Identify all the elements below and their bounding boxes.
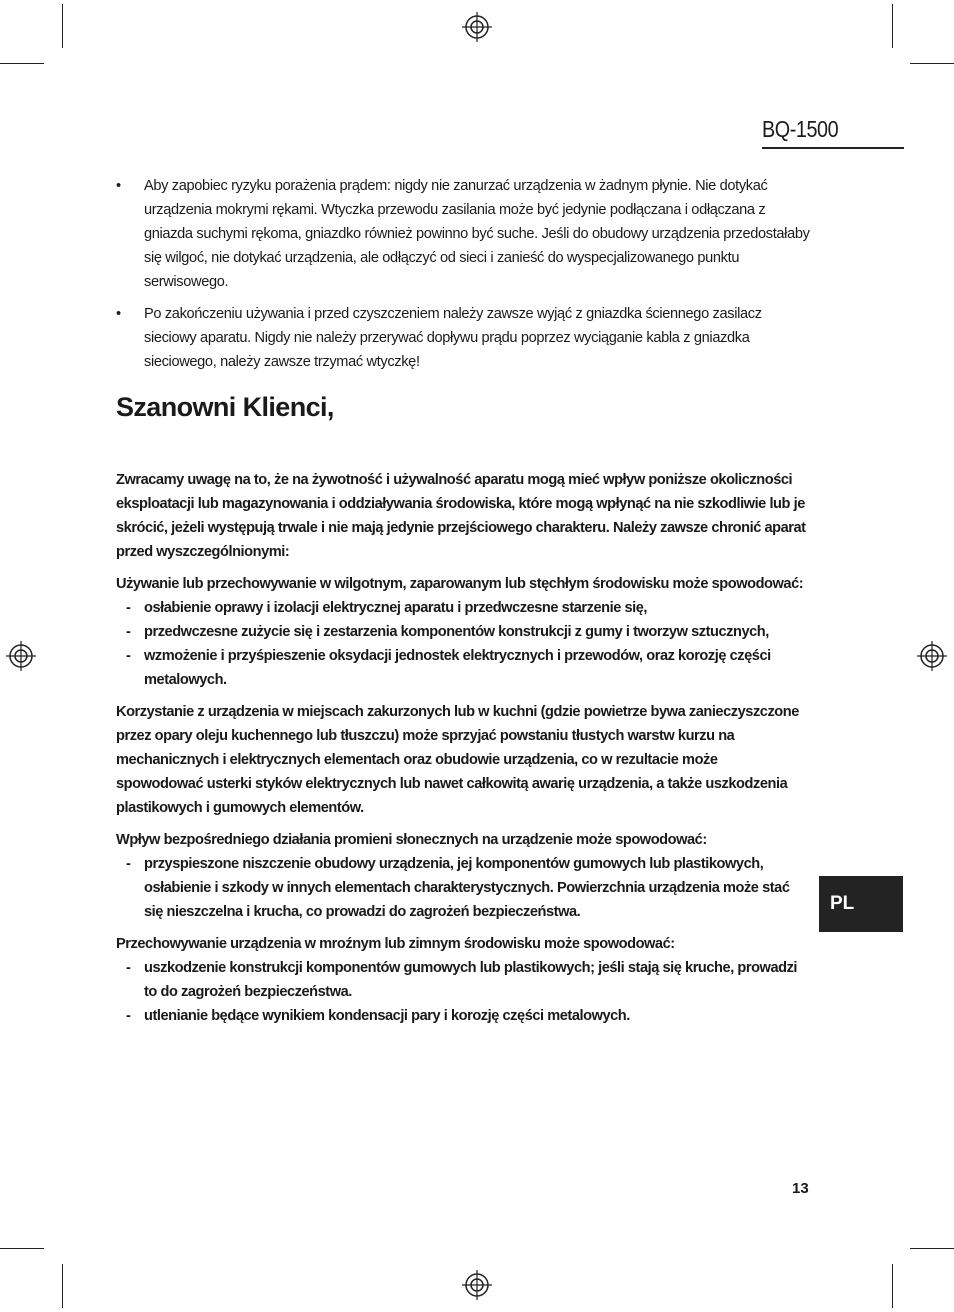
crop-mark bbox=[910, 1248, 954, 1249]
list-item-text: przedwczesne zużycie się i zestarzenia komponentów konstrukcji z gumy i tworzyw sztucznych, bbox=[144, 624, 769, 640]
dash: - bbox=[126, 856, 131, 872]
safety-item bbox=[116, 302, 816, 374]
crop-mark bbox=[910, 63, 954, 64]
list-item-text: utlenianie będące wynikiem kondensacji pary i korozję części metalowych. bbox=[144, 1008, 630, 1024]
page-number: 13 bbox=[792, 1180, 809, 1197]
cold-list bbox=[116, 956, 806, 1028]
crop-mark bbox=[62, 4, 63, 48]
safety-item-text: Po zakończeniu używania i przed czyszczeniem należy zawsze wyjąć z gniazdka ściennego zasilacz sieciowy aparatu. Nigdy nie należy przerywać dopływu prądu poprzez wyciąganie kabla z gniazdka sieciowego, należy zawsze trzymać wtyczkę! bbox=[144, 306, 762, 370]
list-item bbox=[116, 852, 806, 924]
sun-list bbox=[116, 852, 806, 924]
registration-mark-icon bbox=[462, 12, 492, 42]
crop-mark bbox=[892, 4, 893, 48]
bullet: • bbox=[116, 306, 121, 322]
crop-mark bbox=[62, 1264, 63, 1308]
dust-paragraph: Korzystanie z urządzenia w miejscach zakurzonych lub w kuchni (gdzie powietrze bywa zanieczyszczone przez opary oleju kuchennego lub tłuszczu) może sprzyjać powstaniu tłustych warstw kurzu na mechanicznych i elektrycznych elementach oraz obudowie urządzenia, co w rezultacie może spowodować usterki styków elektrycznych lub nawet całkowitą awarię urządzenia, a także uszkodzenia plastikowych i gumowych elementów. bbox=[116, 704, 799, 816]
dash: - bbox=[126, 624, 131, 640]
dash: - bbox=[126, 648, 131, 664]
registration-mark-icon bbox=[462, 1270, 492, 1300]
dash: - bbox=[126, 960, 131, 976]
list-item bbox=[116, 956, 806, 1004]
safety-item bbox=[116, 174, 816, 294]
header-rule bbox=[762, 147, 904, 149]
safety-list bbox=[116, 174, 816, 382]
main-content bbox=[116, 468, 806, 1036]
crop-mark bbox=[892, 1264, 893, 1308]
bullet: • bbox=[116, 178, 121, 194]
language-tab: PL bbox=[819, 876, 903, 932]
dash: - bbox=[126, 600, 131, 616]
humid-lead: Używanie lub przechowywanie w wilgotnym, zaparowanym lub stęchłym środowisku może spowodować: bbox=[116, 576, 804, 592]
list-item bbox=[116, 596, 806, 620]
dash: - bbox=[126, 1008, 131, 1024]
list-item bbox=[116, 1004, 806, 1028]
intro-paragraph: Zwracamy uwagę na to, że na żywotność i używalność aparatu mogą mieć wpływ poniższe okoliczności eksploatacji lub magazynowania i oddziaływania środowiska, które mogą wpłynąć na nie szkodliwie lub je skrócić, jeżeli występują trwale i nie mają jedynie przejściowego charakteru. Należy zawsze chronić aparat przed wyszczególnionymi: bbox=[116, 472, 806, 560]
section-heading: Szanowni Klienci, bbox=[116, 392, 334, 422]
list-item-text: osłabienie oprawy i izolacji elektrycznej aparatu i przedwczesne starzenie się, bbox=[144, 600, 648, 616]
safety-item-text: Aby zapobiec ryzyku porażenia prądem: nigdy nie zanurzać urządzenia w żadnym płynie. Nie dotykać urządzenia mokrymi rękami. Wtyczka przewodu zasilania może być jedynie podłączana i odłączana z gniazda suchymi rękoma, gniazdko również powinno być suche. Jeśli do obudowy urządzenia przedostałaby się wilgoć, nie dotykać urządzenia, ale odłączyć od sieci i zanieść do wyspecjalizowanego punktu serwisowego. bbox=[144, 178, 810, 290]
cold-lead: Przechowywanie urządzenia w mroźnym lub zimnym środowisku może spowodować: bbox=[116, 936, 675, 952]
humid-list bbox=[116, 596, 806, 692]
list-item bbox=[116, 620, 806, 644]
list-item-text: przyspieszone niszczenie obudowy urządzenia, jej komponentów gumowych lub plastikowych, osłabienie i szkody w innych elementach charakterystycznych. Powierzchnia urządzenia może stać się nieszczelna i krucha, co prowadzi do zagrożeń bezpieczeństwa. bbox=[144, 856, 790, 920]
list-item-text: wzmożenie i przyśpieszenie oksydacji jednostek elektrycznych i przewodów, oraz korozję części metalowych. bbox=[144, 648, 771, 688]
sun-lead: Wpływ bezpośredniego działania promieni słonecznych na urządzenie może spowodować: bbox=[116, 832, 707, 848]
crop-mark bbox=[0, 1248, 44, 1249]
list-item-text: uszkodzenie konstrukcji komponentów gumowych lub plastikowych; jeśli stają się kruche, prowadzi to do zagrożeń bezpieczeństwa. bbox=[144, 960, 798, 1000]
list-item bbox=[116, 644, 806, 692]
crop-mark bbox=[0, 63, 44, 64]
model-number: BQ-1500 bbox=[762, 116, 839, 142]
registration-mark-icon bbox=[917, 641, 947, 671]
registration-mark-icon bbox=[6, 641, 36, 671]
